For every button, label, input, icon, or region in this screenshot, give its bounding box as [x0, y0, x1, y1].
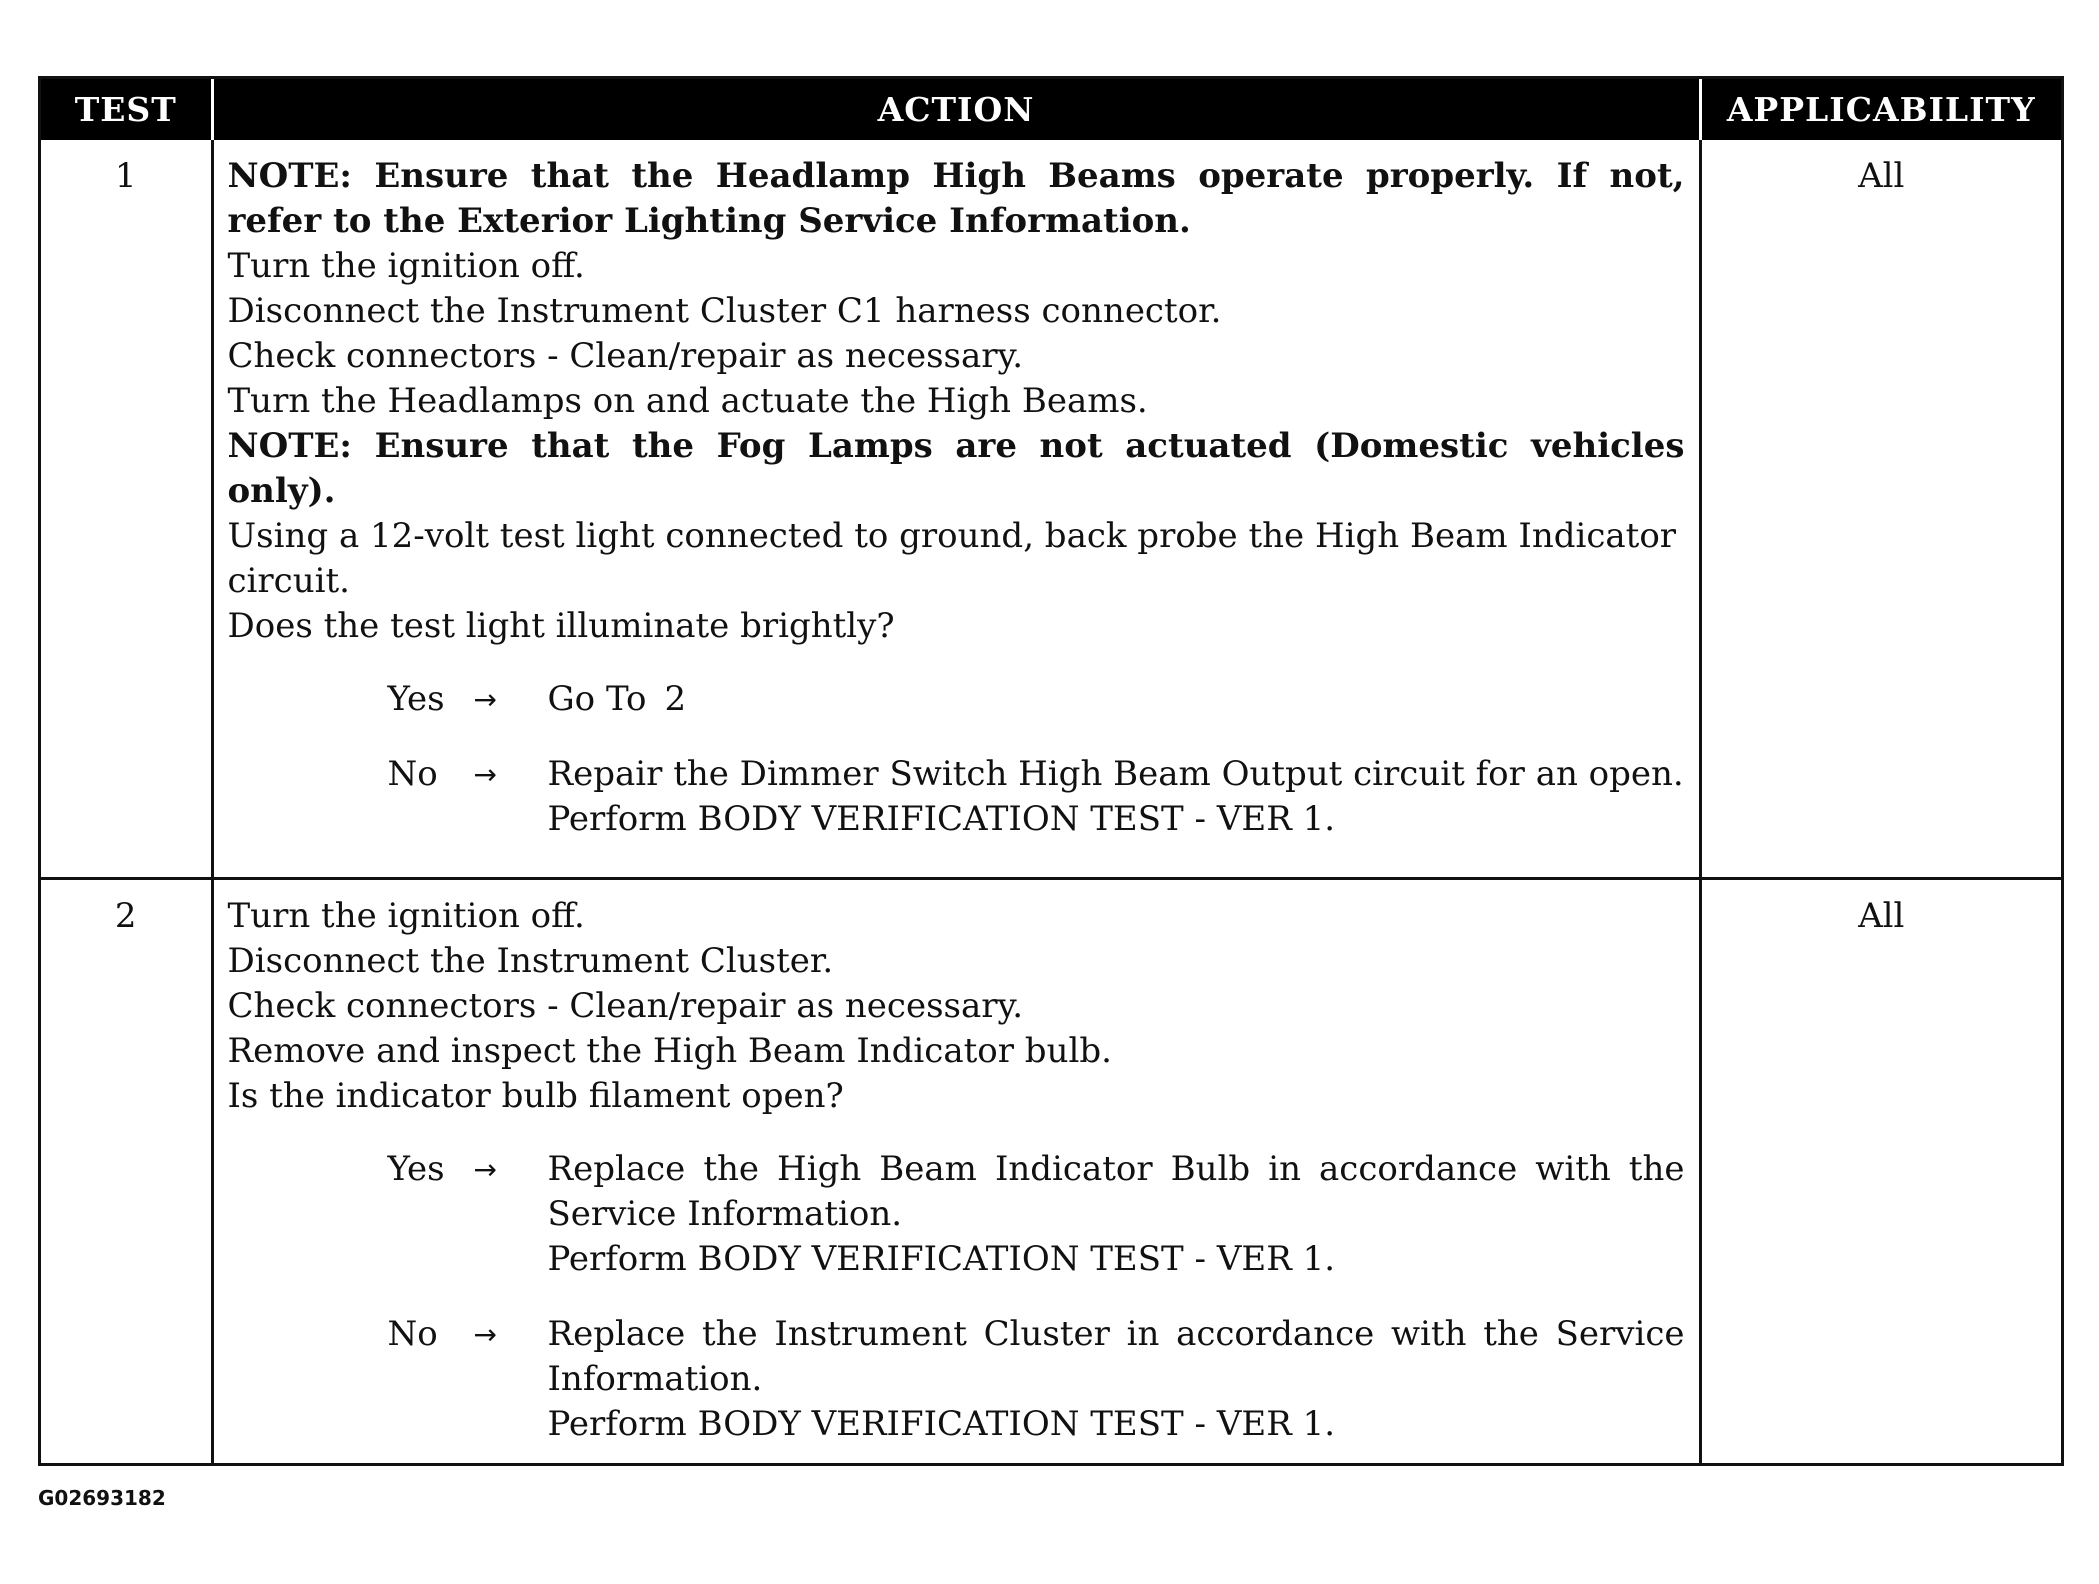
outcome-text [548, 1312, 1685, 1447]
outcome-line: Replace the Instrument Cluster in accordance with the Service Information. [547, 1313, 1685, 1399]
step-text: Turn the ignition off. [227, 246, 585, 286]
arrow-right-icon: → [473, 1317, 497, 1351]
goto-step-number: 2 [664, 679, 687, 719]
step-text: Disconnect the Instrument Cluster. [227, 940, 834, 981]
outcome-label: Yes [387, 1148, 445, 1189]
step-text: Check connectors - Clean/repair as necessary. [227, 985, 1023, 1026]
outcome-line: Repair the Dimmer Switch High Beam Output circuit for an open. [547, 754, 1684, 794]
action-cell [212, 878, 1700, 1466]
outcome-text [548, 752, 1685, 842]
applicability-value: All [1700, 140, 2061, 878]
question-text: Is the indicator bulb filament open? [227, 1075, 844, 1116]
outcome-line: Perform BODY VERIFICATION TEST - VER 1. [547, 799, 1336, 839]
outcome-text [548, 677, 1685, 722]
outcome-label: Yes [387, 679, 445, 719]
arrow-right-icon: → [473, 683, 497, 716]
diagnostic-table-frame [38, 76, 2064, 1466]
step-text: Remove and inspect the High Beam Indicator bulb. [227, 1030, 1112, 1071]
outcome-list [388, 1147, 1685, 1447]
arrow-right-icon: → [473, 758, 497, 791]
step-text: Turn the ignition off. [227, 895, 585, 936]
outcome-line: Replace the High Beam Indicator Bulb in accordance with the Service Information. [547, 1148, 1685, 1234]
step-text: Disconnect the Instrument Cluster C1 harness connector. [227, 291, 1222, 331]
table-header-row [41, 79, 2061, 140]
outcome-line: Perform BODY VERIFICATION TEST - VER 1. [547, 1238, 1336, 1279]
applicability-value: All [1700, 878, 2061, 1466]
step-text: Check connectors - Clean/repair as necessary. [227, 336, 1023, 376]
question-text: Does the test light illuminate brightly? [227, 606, 895, 646]
step-text: Turn the Headlamps on and actuate the High Beams. [227, 381, 1148, 421]
action-cell [212, 140, 1700, 878]
outcome-label: No [387, 1313, 438, 1354]
table-row [41, 878, 2061, 1466]
header-applicability: APPLICABILITY [1700, 79, 2061, 140]
test-number: 1 [114, 156, 137, 196]
note-text: NOTE: Ensure that the Fog Lamps are not actuated (Domestic vehicles only). [227, 426, 1685, 511]
arrow-right-icon: → [473, 1152, 497, 1186]
header-action: ACTION [212, 79, 1700, 140]
outcome-label: No [387, 754, 438, 794]
diagnostic-test-table [41, 79, 2061, 1466]
outcome-line: Perform BODY VERIFICATION TEST - VER 1. [547, 1403, 1336, 1444]
table-row [41, 140, 2061, 878]
note-text: NOTE: Ensure that the Headlamp High Beams operate properly. If not, refer to the Exterior Lighting Service Information. [227, 156, 1685, 241]
outcome-yes [388, 677, 1685, 722]
header-test: TEST [41, 79, 212, 140]
test-number: 2 [41, 878, 212, 1466]
outcome-text [548, 1147, 1685, 1282]
outcome-yes [388, 1147, 1685, 1282]
outcome-list [388, 677, 1685, 842]
outcome-no [388, 752, 1685, 842]
outcome-no [388, 1312, 1685, 1447]
step-text: Using a 12-volt test light connected to ground, back probe the High Beam Indicator circuit. [227, 516, 1677, 601]
goto-text: Go To [547, 679, 647, 719]
document-id: G02693182 [38, 1486, 166, 1510]
